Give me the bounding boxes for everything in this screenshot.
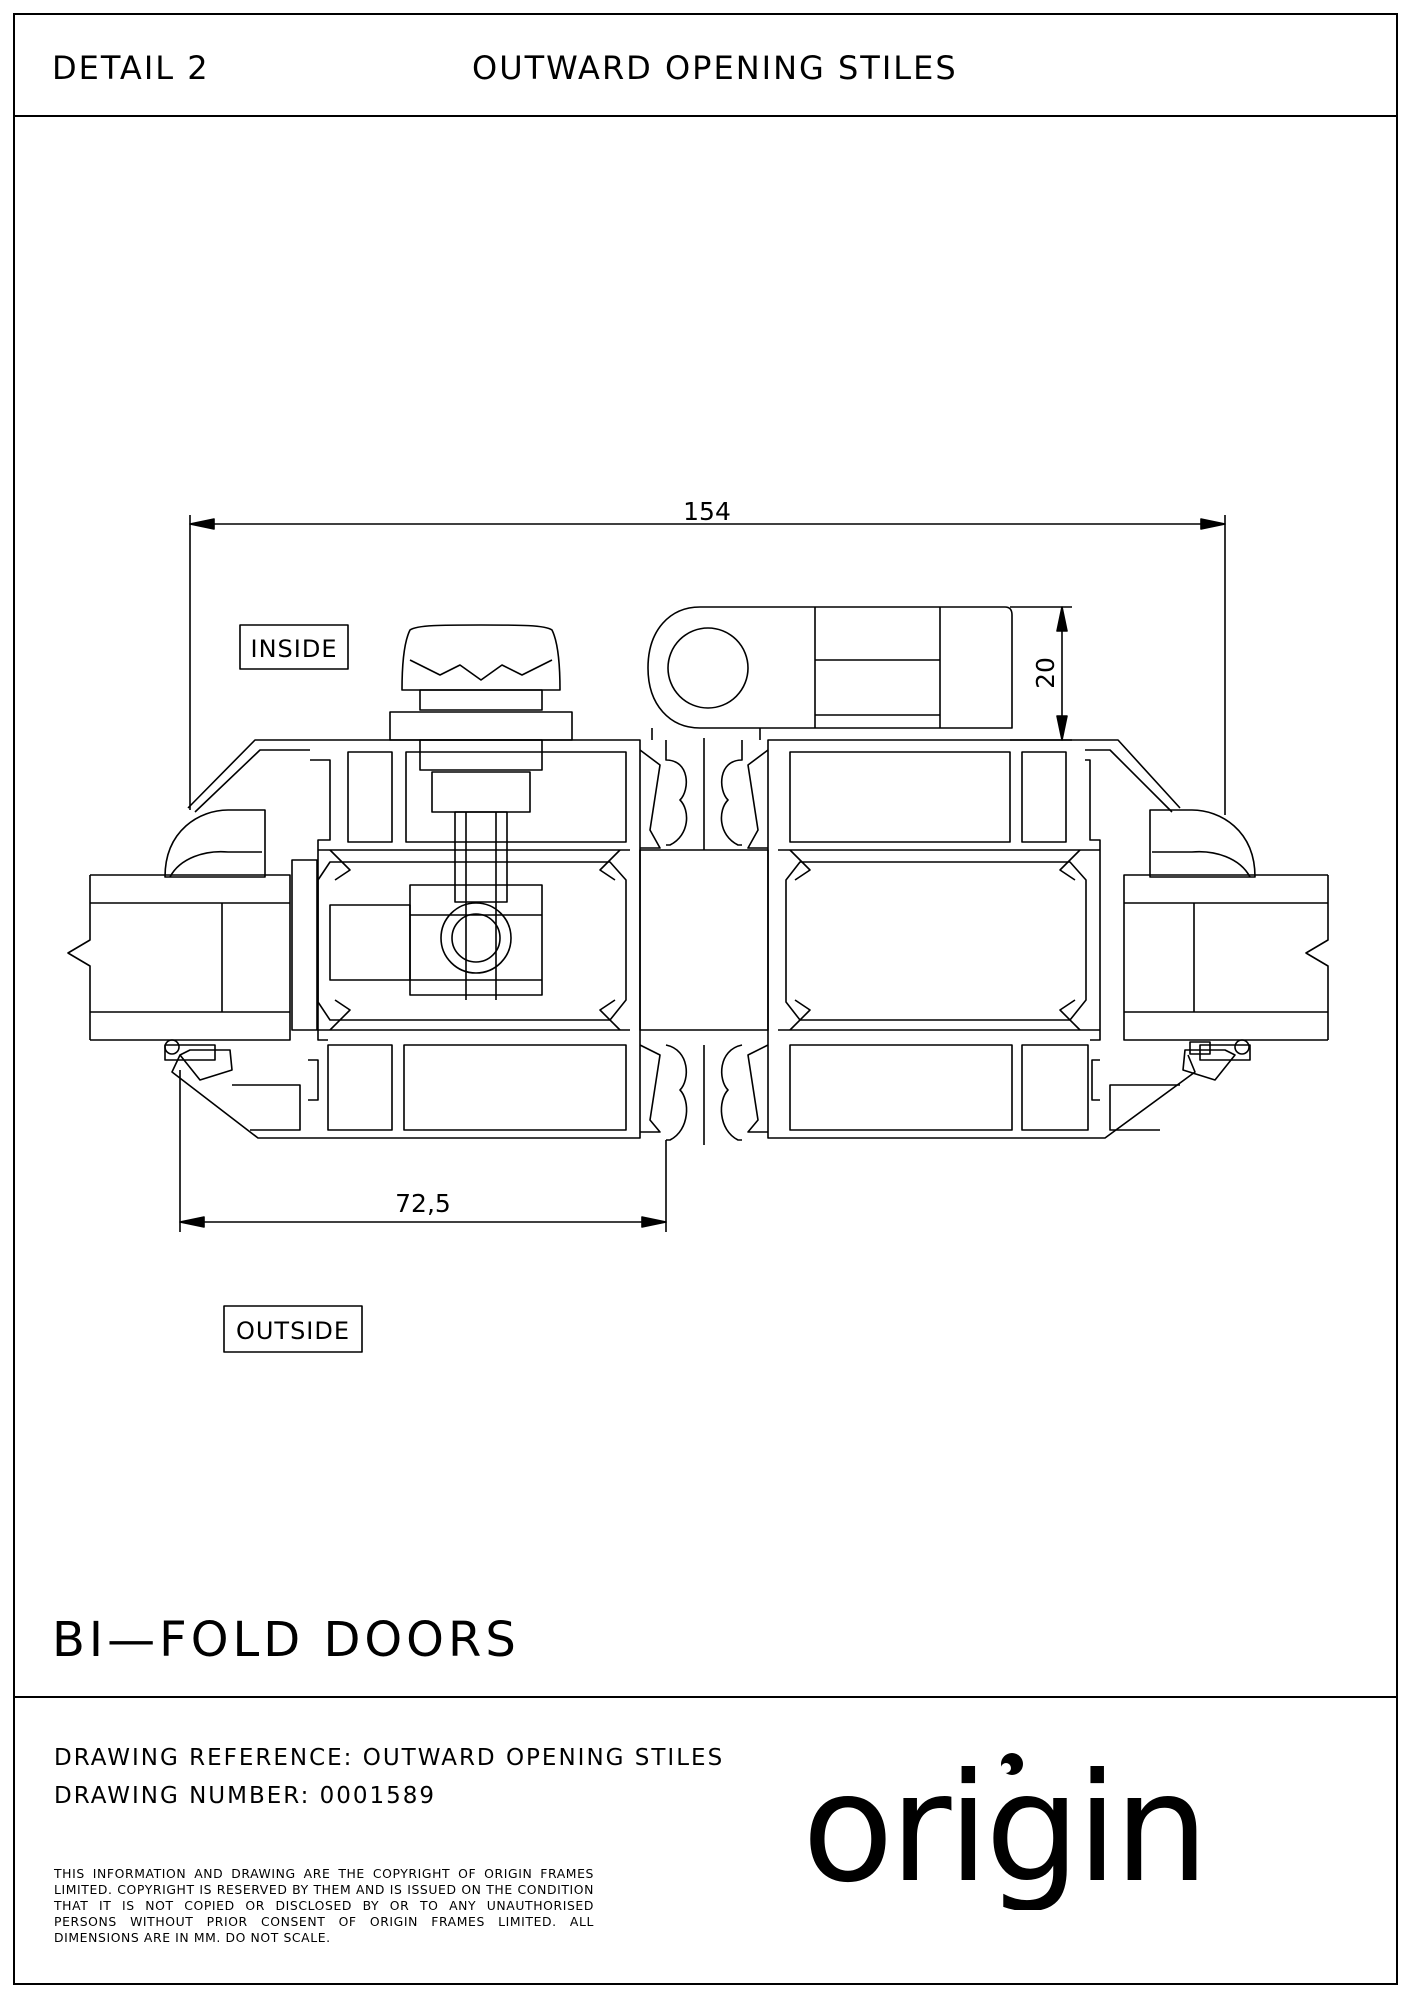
inside-label: INSIDE: [250, 635, 338, 663]
right-sash-profile: [748, 740, 1195, 1138]
dimension-height: [1010, 607, 1072, 740]
outside-label: OUTSIDE: [235, 1317, 351, 1345]
origin-logo-text: origin: [802, 1742, 1206, 1910]
inside-label-box: [240, 625, 348, 669]
product-name: BI—FOLD DOORS: [52, 1612, 520, 1668]
outside-label-box: [224, 1306, 362, 1352]
copyright-notice: THIS INFORMATION AND DRAWING ARE THE COPYRIGHT OF ORIGIN FRAMES LIMITED. COPYRIGHT IS RESERVED BY THEM AND IS ISSUED ON THE CONDITION THAT IT IS NOT COPIED OR DISCLOSED BY OR TO ANY UNAUTHORISED PERSONS WITHOUT PRIOR CONSENT OF ORIGIN FRAMES LIMITED. ALL DIMENSIONS ARE IN MM. DO NOT SCALE.: [54, 1866, 594, 1945]
hinge: [648, 607, 1012, 740]
drawing-number: DRAWING NUMBER: 0001589: [54, 1783, 437, 1809]
left-sash-profile: [172, 740, 660, 1138]
dimension-overall: [190, 497, 1225, 815]
glass-unit-left: [68, 875, 290, 1040]
meeting-gaskets: [640, 738, 768, 1145]
origin-logo: [800, 1740, 1290, 1910]
dimension-half-label: 72,5: [395, 1189, 451, 1218]
detail-number: DETAIL 2: [52, 49, 210, 87]
glass-unit-right: [1124, 875, 1328, 1040]
dimension-overall-label: 154: [683, 497, 731, 526]
dimension-height-label: 20: [1031, 657, 1060, 689]
dimension-half: [180, 1070, 666, 1232]
handle-assembly: [330, 625, 572, 1000]
drawing-title: OUTWARD OPENING STILES: [472, 49, 958, 87]
drawing-reference: DRAWING REFERENCE: OUTWARD OPENING STILES: [54, 1745, 725, 1771]
